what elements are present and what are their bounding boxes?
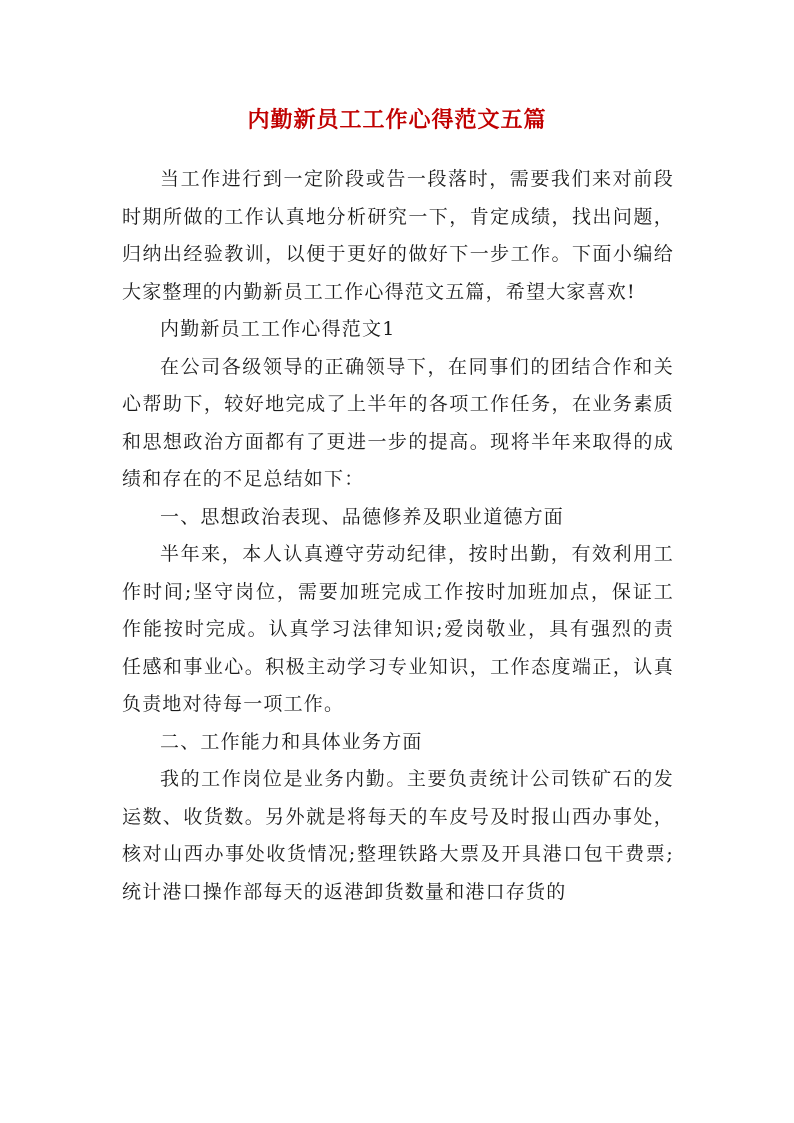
paragraph-intro: 当工作进行到一定阶段或告一段落时，需要我们来对前段时期所做的工作认真地分析研究一下，肯定成绩，找出问题，归纳出经验教训，以便于更好的做好下一步工作。下面小编给大家整理的内勤新员工工作心得范文五篇，希望大家喜欢! — [122, 168, 674, 303]
paragraph-subheading-1-body: 半年来，本人认真遵守劳动纪律，按时出勤，有效利用工作时间;坚守岗位，需要加班完成工作按时加班加点，保证工作能按时完成。认真学习法律知识;爱岗敬业，具有强烈的责任感和事业心。积极主动学习专业知识，工作态度端正，认真负责地对待每一项工作。 — [122, 543, 674, 715]
paragraph-section-1-intro: 在公司各级领导的正确领导下，在同事们的团结合作和关心帮助下，较好地完成了上半年的各项工作任务，在业务素质和思想政治方面都有了更进一步的提高。现将半年来取得的成绩和存在的不足总结如下： — [122, 355, 674, 490]
paragraph-subheading-2-body: 我的工作岗位是业务内勤。主要负责统计公司铁矿石的发运数、收货数。另外就是将每天的车皮号及时报山西办事处，核对山西办事处收货情况;整理铁路大票及开具港口包干费票;统计港口操作部每天的返港卸货数量和港口存货的 — [122, 768, 674, 903]
document-body — [122, 161, 674, 911]
document-title: 内勤新员工工作心得范文五篇 — [247, 107, 547, 133]
paragraph-section-heading-1: 内勤新员工工作心得范文1 — [160, 318, 396, 340]
paragraph-subheading-1: 一、思想政治表现、品德修养及职业道德方面 — [160, 505, 565, 528]
paragraph-subheading-2: 二、工作能力和具体业务方面 — [160, 730, 423, 753]
